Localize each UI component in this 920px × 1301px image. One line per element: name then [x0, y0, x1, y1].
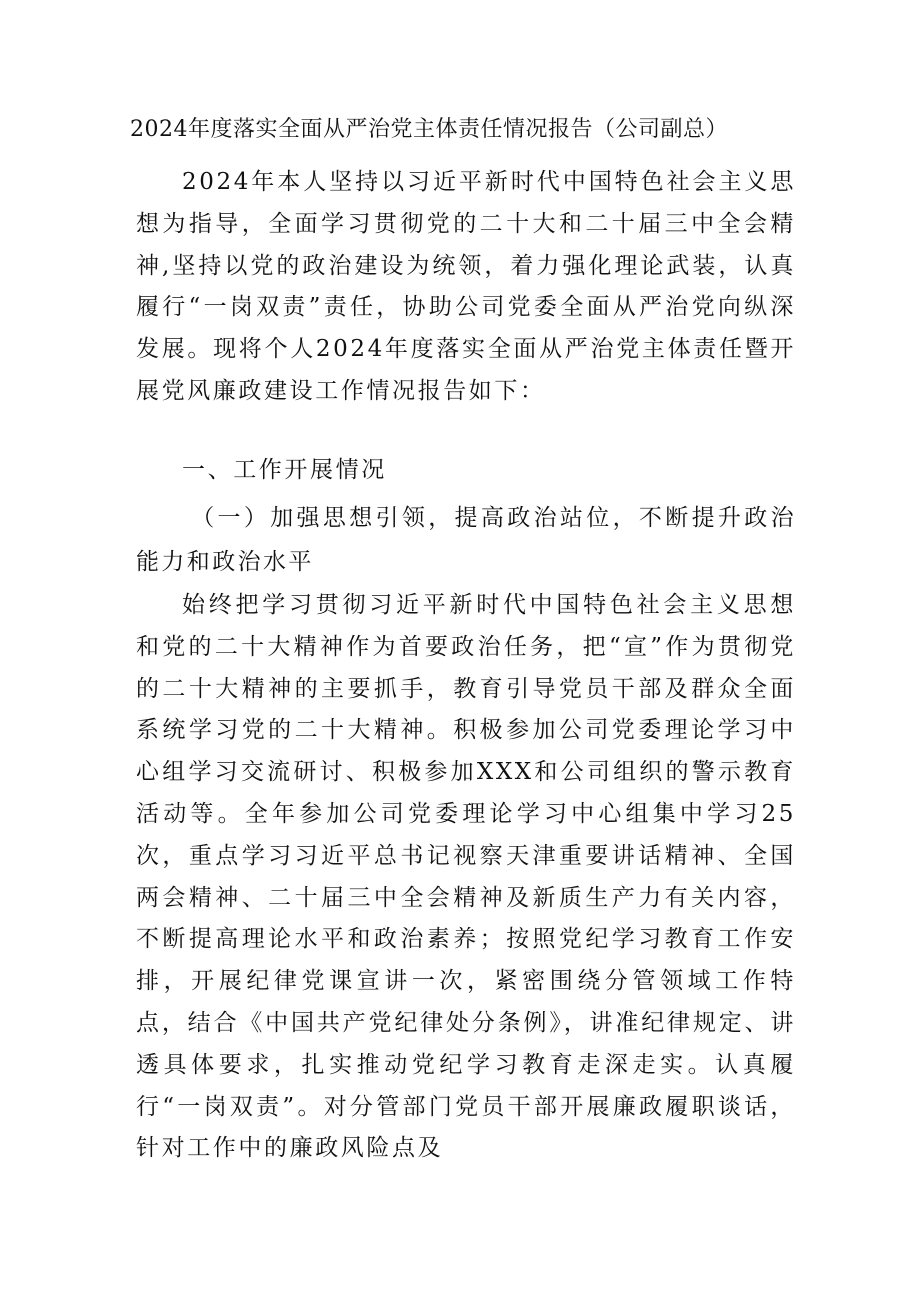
subsection-heading: （一）加强思想引领，提高政治站位，不断提升政治能力和政治水平: [136, 505, 796, 575]
body-paragraph: 始终把学习贯彻习近平新时代中国特色社会主义思想和党的二十大精神作为首要政治任务，把“宣”作为贯彻党的二十大精神的主要抓手，教育引导党员干部及群众全面系统学习党的二十大精神。积极参加公司党委理论学习中心组学习交流研讨、积极参加XXX和公司组织的警示教育活动等。全年参加公司党委理论学习中心组集中学习25次，重点学习习近平总书记视察天津重要讲话精神、全国两会精神、二十届三中全会精神及新质生产力有关内容，不断提高理论水平和政治素养；按照党纪学习教育工作安排，开展纪律党课宣讲一次，紧密围绕分管领域工作特点，结合《中国共产党纪律处分条例》，讲准纪律规定、讲透具体要求，扎实推动党纪学习教育走深走实。认真履行“一岗双责”。对分管部门党员干部开展廉政履职谈话，针对工作中的廉政风险点及: [136, 592, 796, 1162]
document-title: 2024年度落实全面从严治党主体责任情况报告（公司副总）: [130, 117, 728, 142]
intro-paragraph: 2024年本人坚持以习近平新时代中国特色社会主义思想为指导，全面学习贯彻党的二十大和二十届三中全会精神,坚持以党的政治建设为统领，着力强化理论武装，认真履行“一岗双责”责任，协助公司党委全面从严治党向纵深发展。现将个人2024年度落实全面从严治党主体责任暨开展党风廉政建设工作情况报告如下：: [136, 169, 796, 404]
section-heading: 一、工作开展情况: [182, 457, 387, 483]
